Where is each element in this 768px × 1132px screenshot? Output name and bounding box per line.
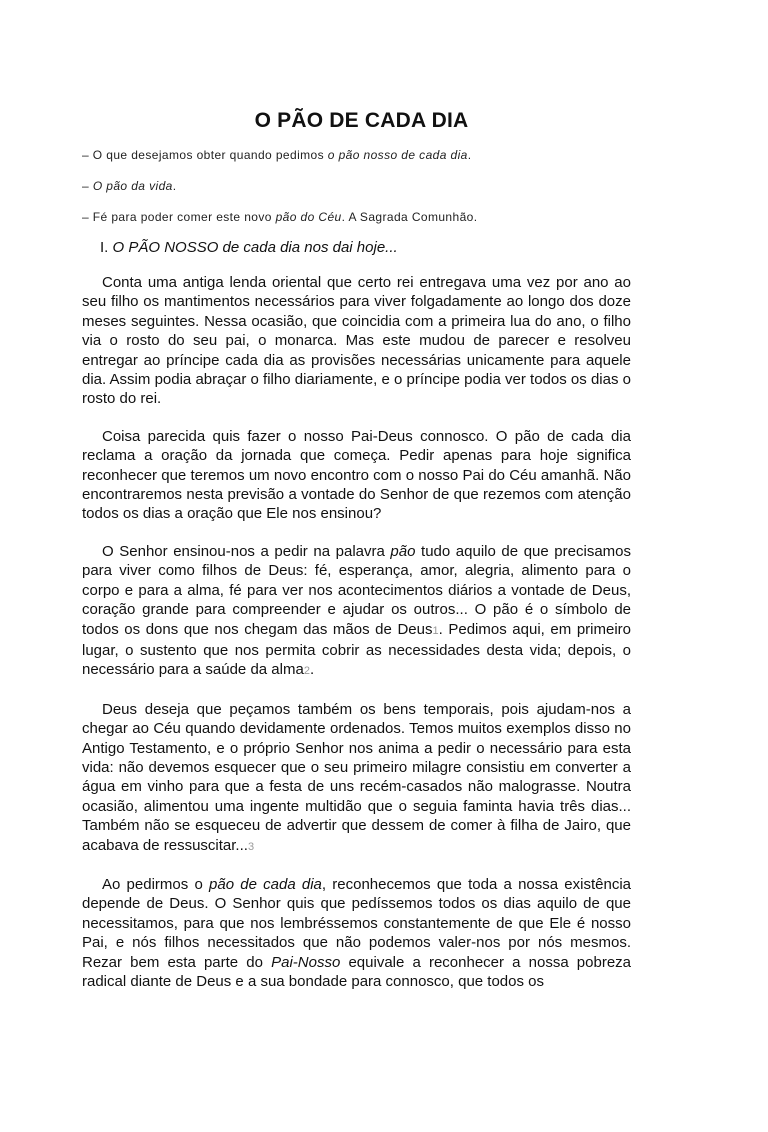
section-number: I.: [100, 239, 109, 256]
text-run: .: [467, 148, 472, 162]
body-paragraph: [82, 273, 631, 409]
document-page: [0, 108, 768, 1132]
summary-item: [82, 210, 631, 225]
text-run: .: [172, 179, 177, 193]
footnote-marker: 2: [303, 665, 310, 678]
italic-text: pão: [390, 542, 416, 560]
text-run: – Fé para poder comer este novo: [82, 210, 276, 224]
italic-text: o pão nosso de cada dia: [327, 148, 468, 162]
text-run: Ao pedirmos o: [102, 875, 210, 893]
summary-item: [82, 179, 631, 194]
text-run: Conta uma antiga lenda oriental que certo rei entregava uma vez por ano ao seu filho os mantimentos necessários para viver folgadamente ao longo dos doze meses seguintes. Nessa ocasião, que coincidia com a primeira lua do ano, o filho via o rosto do seu pai, o monarca. Mas este mudou de parecer e resolveu entregar ao príncipe cada dia as provisões necessárias unicamente para aquele dia. Assim podia abraçar o filho diariamente, e o príncipe podia ver todos os dias o rosto do rei.: [82, 274, 631, 408]
footnote-marker: 1: [432, 624, 439, 637]
text-run: tudo aquilo de que precisamos para viver como filhos de Deus: fé, esperança, amor, alegria, alimento para o corpo e para a alma, fé para ver nos acontecimentos diários a vontade de Deus, coração grande para compreender e ajudar os outros... O pão é o símbolo de todos os dons que nos chegam das mãos de Deus: [82, 542, 631, 638]
italic-text: pão de cada dia: [209, 875, 322, 893]
text-run: equivale a reconhecer a nossa pobreza radical diante de Deus e a sua bondade para connosco, que todos os: [82, 953, 632, 990]
page-title: O PÃO DE CADA DIA: [254, 109, 469, 132]
body-paragraph: [82, 542, 631, 682]
text-run: , reconhecemos que toda a nossa existência depende de Deus. O Senhor quis que pedíssemos todos os dias aquilo de que necessitamos, para que nos lembréssemos constantemente de que Ele é nosso Pai, e nós filhos necessitados que não podemos valer-nos por nós mesmos. Rezar bem esta parte do: [82, 875, 631, 971]
text-run: . Pedimos aqui, em primeiro lugar, o sustento que nos permita cobrir as necessidades desta vida; depois, o necessário para a saúde da alma: [82, 620, 631, 679]
text-run: .: [309, 661, 315, 679]
italic-text: Pai-Nosso: [271, 953, 341, 971]
footnote-marker: 3: [247, 840, 255, 853]
text-run: –: [82, 179, 93, 193]
section-heading: [82, 238, 631, 258]
italic-text: pão do Céu: [275, 210, 342, 224]
text-run: – O que desejamos obter quando pedimos: [82, 148, 328, 162]
text-run: O Senhor ensinou-nos a pedir na palavra: [102, 542, 391, 560]
text-run: Deus deseja que peçamos também os bens temporais, pois ajudam-nos a chegar ao Céu quando devidamente ordenados. Temos muitos exemplos disso no Antigo Testamento, e o próprio Senhor nos anima a pedir o necessário para esta vida: não devemos esquecer que o seu primeiro milagre consistiu em converter a água em vinho para que a festa de uns recém-casados não malograsse. Noutra ocasião, alimentou uma ingente multidão que o seguia faminta havia três dias... Também não se esqueceu de advertir que dessem de comer à filha de Jairo, que acabava de ressuscitar...: [82, 700, 631, 854]
body-paragraph: [82, 427, 631, 524]
text-run: Coisa parecida quis fazer o nosso Pai-Deus connosco. O pão de cada dia reclama a oração da jornada que começa. Pedir apenas para hoje significa reconhecer que teremos um novo encontro com o nosso Pai do Céu amanhã. Não encontraremos nesta previsão a vontade do Senhor de que rezemos com atenção todos os dias a oração que Ele nos ensinou?: [82, 427, 631, 523]
body-paragraph: [82, 875, 631, 991]
text-run: . A Sagrada Comunhão.: [341, 210, 478, 224]
section-heading-text: O PÃO NOSSO de cada dia nos dai hoje...: [112, 239, 398, 256]
body-paragraph: [82, 700, 631, 857]
italic-text: O pão da vida: [92, 179, 173, 193]
summary-item: [82, 148, 631, 163]
summary-list: [82, 148, 631, 225]
